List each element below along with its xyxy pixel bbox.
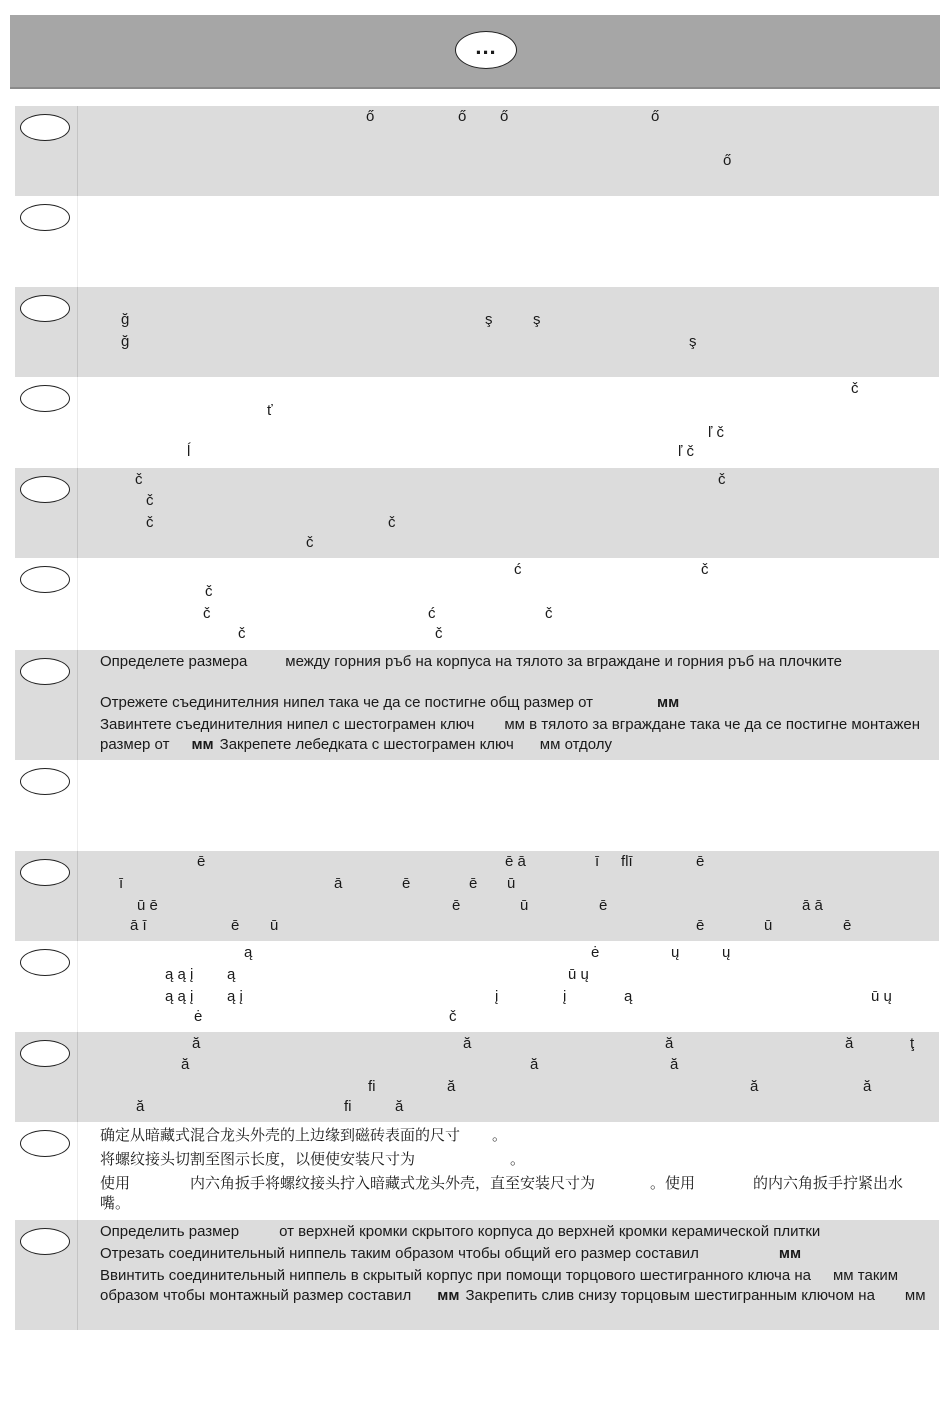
text-fragment: ų [722,944,731,961]
text-fragment: ă [845,1035,854,1052]
instruction-1: Определете размера между горния ръб на корпуса на тялото за вграждане и горния ръб на плочките [100,653,842,670]
text-fragment: ş [533,311,541,328]
text-fragment: ą [624,988,633,1005]
text-fragment: ă [463,1035,472,1052]
text-fragment: ő [458,108,467,125]
section-9 [15,851,939,941]
text-fragment: ă [750,1078,759,1095]
text-fragment: ē [696,853,705,870]
text-fragment: ū ų [871,988,892,1005]
text-fragment: ā ī [130,917,147,934]
text-fragment: ă [395,1098,404,1115]
language-badge [20,1040,70,1067]
text-fragment: č [146,514,154,531]
text-fragment: ă [181,1056,190,1073]
section-gutter [15,1220,78,1330]
text-fragment: ﬂī [621,853,633,870]
language-badge [20,859,70,886]
text-fragment: ā [334,875,343,892]
text-fragment: ş [689,333,697,350]
instruction-1: Определить размер от верхней кромки скрытого корпуса до верхней кромки керамической плитки [100,1223,821,1240]
section-gutter [15,760,78,851]
text-fragment: ū ē [137,897,158,914]
text-fragment: ﬁ [368,1078,376,1095]
text-fragment: ė [591,944,600,961]
text-fragment: č [135,471,143,488]
language-badge [20,768,70,795]
header-bar [10,15,940,89]
text-fragment: ų [671,944,680,961]
section-gutter [15,1032,78,1122]
section-5 [15,468,939,558]
text-fragment: ľ č [708,424,725,441]
section-1 [15,106,939,196]
text-fragment: ľ č [678,443,695,460]
text-fragment: į [495,988,499,1005]
text-fragment: č [435,625,443,642]
text-fragment: ē [696,917,705,934]
text-fragment: ğ [121,311,130,328]
text-fragment: ą ą į [165,966,194,983]
text-fragment: ī [595,853,600,870]
text-fragment: ą [227,966,236,983]
language-badge [20,204,70,231]
section-10 [15,941,939,1032]
text-fragment: č [718,471,726,488]
text-fragment: ć [514,561,522,578]
text-fragment: ē [402,875,411,892]
section-6 [15,558,939,650]
text-fragment: č [205,583,213,600]
text-fragment: į [563,988,567,1005]
text-fragment: ē [599,897,608,914]
text-fragment: ţ [910,1035,915,1052]
text-fragment: ū ų [568,966,589,983]
text-fragment: ū [507,875,516,892]
text-fragment: ė [194,1008,203,1025]
text-fragment: ā ā [802,897,823,914]
section-gutter [15,196,78,287]
section-chinese [15,1122,939,1220]
section-gutter [15,377,78,468]
text-fragment: ē [843,917,852,934]
text-fragment: ą ą į [165,988,194,1005]
section-gutter [15,941,78,1032]
section-gutter [15,851,78,941]
text-fragment: ē [452,897,461,914]
text-fragment: č [545,605,553,622]
text-fragment: ī [119,875,124,892]
language-badge [20,295,70,322]
language-badge [20,476,70,503]
section-11 [15,1032,939,1122]
text-fragment: č [449,1008,457,1025]
text-fragment: ē [469,875,478,892]
section-bulgarian [15,650,939,760]
language-badge [20,1130,70,1157]
section-4 [15,377,939,468]
text-fragment: ő [366,108,375,125]
text-fragment: ť [267,402,273,419]
text-fragment: č [238,625,246,642]
text-fragment: ă [863,1078,872,1095]
text-fragment: ă [136,1098,145,1115]
text-fragment: ć [428,605,436,622]
language-badge [20,949,70,976]
section-russian [15,1220,939,1330]
text-fragment: č [851,380,859,397]
language-badge [20,658,70,685]
language-badge [20,385,70,412]
instruction-2: Отрезать соединительный ниппель таким образом чтобы общий его размер составил мм [100,1245,802,1262]
instruction-2: Отрежете съединителния нипел така че да се постигне общ размер от мм [100,694,680,711]
text-fragment: ő [651,108,660,125]
section-2 [15,196,939,287]
text-fragment: ă [530,1056,539,1073]
instruction-3: 使用 内六角扳手将螺纹接头拧入暗藏式龙头外壳，直至安装尺寸为 。使用 的内六角扳手拧紧出水嘴。 [100,1175,904,1212]
instruction-1: 确定从暗藏式混合龙头外壳的上边缘到磁砖表面的尺寸 。 [100,1127,508,1144]
text-fragment: ą [244,944,253,961]
text-fragment: ą į [227,988,243,1005]
text-fragment: ē [197,853,206,870]
text-fragment: č [388,514,396,531]
section-8 [15,760,939,851]
text-fragment: ă [447,1078,456,1095]
language-badge [20,114,70,141]
text-fragment: ĺ [187,443,191,460]
section-gutter [15,287,78,377]
language-badge [20,1228,70,1255]
instruction-2: 将螺纹接头切割至图示长度，以便使安装尺寸为 。 [100,1151,526,1168]
text-fragment: ﬁ [344,1098,352,1115]
text-fragment: č [306,534,314,551]
text-fragment: ū [270,917,279,934]
section-3 [15,287,939,377]
section-gutter [15,650,78,760]
text-fragment: ă [670,1056,679,1073]
text-fragment: ğ [121,333,130,350]
text-fragment: ă [192,1035,201,1052]
text-fragment: ă [665,1035,674,1052]
text-fragment: ē ā [505,853,526,870]
text-fragment: ē [231,917,240,934]
text-fragment: č [203,605,211,622]
text-fragment: ū [764,917,773,934]
language-badge [20,566,70,593]
text-fragment: č [701,561,709,578]
text-fragment: ū [520,897,529,914]
header-badge: ... [455,31,517,69]
text-fragment: ő [500,108,509,125]
instruction-3: Завинтете съединителния нипел с шестограмен ключ мм в тялото за вграждане така че да се постигне монтажен размер от мм Закрепете лебедката с шестограмен ключ мм отдолу [100,716,921,753]
section-gutter [15,558,78,650]
text-fragment: č [146,492,154,509]
text-fragment: ş [485,311,493,328]
section-gutter [15,106,78,196]
section-gutter [15,468,78,558]
text-fragment: ő [723,152,732,169]
instruction-3: Ввинтить соединительный ниппель в скрытый корпус при помощи торцового шестигранного ключа на мм таким образом чтобы монтажный размер составил мм Закрепить слив снизу торцовым шестигранным ключом на мм [100,1267,926,1304]
section-gutter [15,1122,78,1220]
